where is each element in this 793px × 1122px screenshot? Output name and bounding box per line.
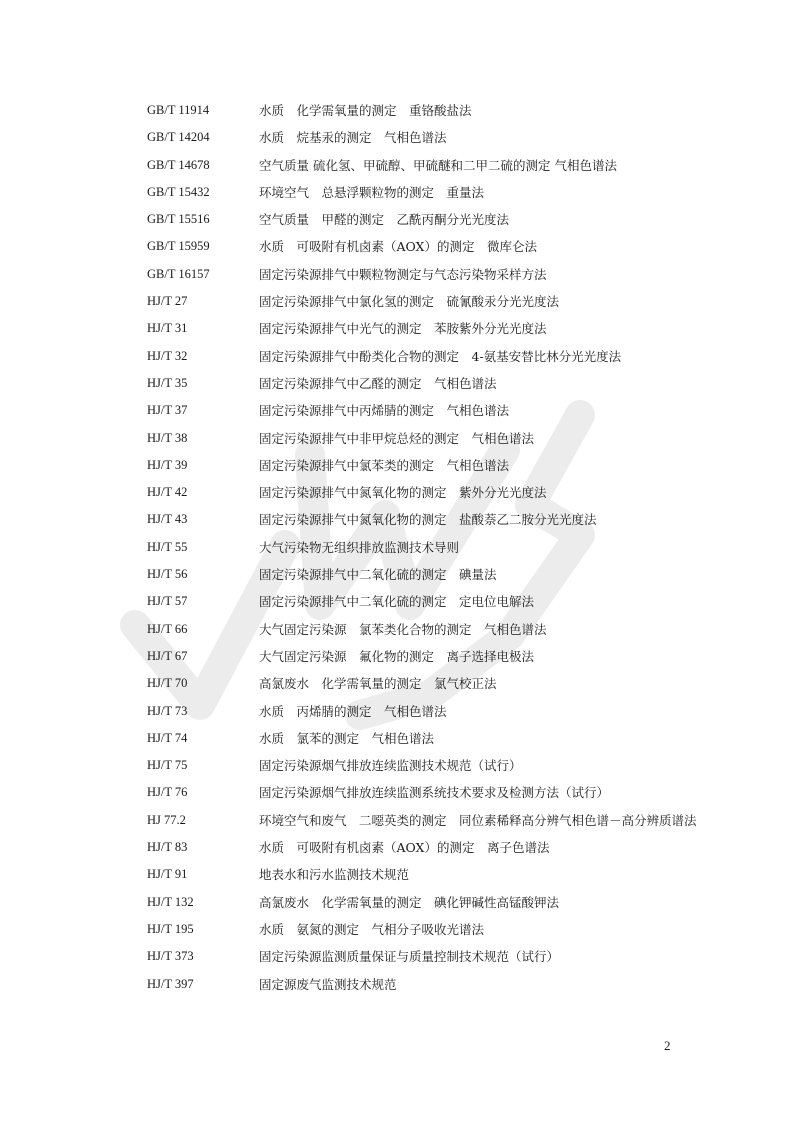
- standard-entry: [147, 343, 707, 370]
- standard-title: 水质 氨氮的测定 气相分子吸收光谱法: [259, 921, 485, 937]
- standard-code: HJ/T 38: [147, 430, 188, 445]
- standard-code: GB/T 16157: [147, 266, 210, 281]
- standard-title: 固定污染源排气中丙烯腈的测定 气相色谱法: [259, 403, 510, 419]
- standard-entry: [147, 561, 707, 588]
- referenced-standards-list: [147, 97, 707, 998]
- standard-code: HJ/T 66: [147, 621, 188, 636]
- standard-title: 环境空气和废气 二噁英类的测定 同位素稀释高分辨气相色谱－高分辨质谱法: [259, 812, 697, 828]
- standard-title: 大气固定污染源 氟化物的测定 离子选择电极法: [259, 648, 535, 664]
- standard-title: 固定污染源排气中酚类化合物的测定 4-氨基安替比林分光光度法: [259, 348, 622, 364]
- standard-entry: [147, 97, 707, 124]
- standard-entry: [147, 916, 707, 943]
- standard-code: HJ/T 73: [147, 703, 188, 718]
- standard-code: HJ/T 75: [147, 758, 188, 773]
- standard-code: HJ/T 32: [147, 348, 188, 363]
- standard-entry: [147, 425, 707, 452]
- standard-code: HJ/T 195: [147, 921, 194, 936]
- standard-title: 大气固定污染源 氯苯类化合物的测定 气相色谱法: [259, 621, 547, 637]
- standard-title: 水质 可吸附有机卤素（AOX）的测定 微库仑法: [259, 239, 537, 255]
- standard-title: 水质 烷基汞的测定 气相色谱法: [259, 130, 447, 146]
- standard-entry: [147, 479, 707, 506]
- standard-code: GB/T 15432: [147, 184, 210, 199]
- standard-title: 水质 化学需氧量的测定 重铬酸盐法: [259, 103, 472, 118]
- standard-entry: [147, 534, 707, 561]
- standard-code: GB/T 14678: [147, 157, 210, 172]
- standard-entry: [147, 179, 707, 206]
- standard-title: 固定污染源烟气排放连续监测系统技术要求及检测方法（试行）: [259, 785, 610, 801]
- standard-entry: [147, 506, 707, 533]
- standard-code: HJ/T 43: [147, 512, 188, 527]
- page-number: 2: [664, 1038, 671, 1053]
- standard-entry: [147, 152, 707, 179]
- standard-code: GB/T 14204: [147, 130, 210, 145]
- standard-code: HJ/T 373: [147, 949, 194, 964]
- standard-code: HJ/T 132: [147, 894, 194, 909]
- standard-entry: [147, 397, 707, 424]
- standard-entry: [147, 889, 707, 916]
- standard-title: 固定污染源排气中二氧化硫的测定 定电位电解法: [259, 594, 535, 610]
- standard-entry: [147, 698, 707, 725]
- standard-title: 固定污染源烟气排放连续监测技术规范（试行）: [259, 758, 522, 774]
- standard-title: 固定污染源排气中颗粒物测定与气态污染物采样方法: [259, 266, 547, 282]
- standard-entry: [147, 943, 707, 970]
- standard-code: HJ/T 42: [147, 485, 188, 500]
- standard-code: HJ/T 27: [147, 294, 188, 309]
- standard-entry: [147, 124, 707, 151]
- standard-code: HJ/T 56: [147, 567, 188, 582]
- standard-title: 地表水和污水监测技术规范: [259, 867, 410, 883]
- standard-code: GB/T 11914: [147, 103, 210, 117]
- standard-entry: [147, 288, 707, 315]
- standard-entry: [147, 233, 707, 260]
- standard-entry: [147, 261, 707, 288]
- standard-title: 水质 氯苯的测定 气相色谱法: [259, 730, 435, 746]
- standard-code: HJ/T 91: [147, 867, 188, 882]
- standard-entry: [147, 834, 707, 861]
- standard-entry: [147, 588, 707, 615]
- standard-entry: [147, 861, 707, 888]
- standard-entry: [147, 206, 707, 233]
- standard-title: 空气质量 硫化氢、甲硫醇、甲硫醚和二甲二硫的测定 气相色谱法: [259, 157, 617, 173]
- standard-code: HJ/T 31: [147, 321, 188, 336]
- standard-code: HJ/T 37: [147, 403, 188, 418]
- standard-entry: [147, 807, 707, 834]
- standard-title: 固定污染源排气中非甲烷总烃的测定 气相色谱法: [259, 430, 535, 446]
- standard-title: 固定污染源排气中氯苯类的测定 气相色谱法: [259, 457, 510, 473]
- standard-code: HJ/T 57: [147, 594, 188, 609]
- standard-title: 高氯废水 化学需氧量的测定 氯气校正法: [259, 676, 497, 692]
- standard-title: 固定污染源排气中二氧化硫的测定 碘量法: [259, 567, 497, 583]
- standard-title: 大气污染物无组织排放监测技术导则: [259, 539, 460, 555]
- standard-title: 水质 可吸附有机卤素（AOX）的测定 离子色谱法: [259, 840, 550, 856]
- standard-code: HJ/T 70: [147, 676, 188, 691]
- standard-code: HJ/T 55: [147, 539, 188, 554]
- standard-title: 固定污染源排气中氮氧化物的测定 紫外分光光度法: [259, 485, 547, 501]
- standard-title: 固定污染源排气中氮氧化物的测定 盐酸萘乙二胺分光光度法: [259, 512, 597, 528]
- standard-entry: [147, 752, 707, 779]
- standard-code: GB/T 15516: [147, 212, 210, 227]
- standard-entry: [147, 616, 707, 643]
- standard-title: 环境空气 总悬浮颗粒物的测定 重量法: [259, 184, 485, 200]
- standard-code: HJ/T 67: [147, 648, 188, 663]
- standard-code: HJ 77.2: [147, 812, 186, 827]
- standard-title: 固定污染源监测质量保证与质量控制技术规范（试行）: [259, 949, 560, 965]
- standard-title: 固定污染源排气中氯化氢的测定 硫氰酸汞分光光度法: [259, 294, 560, 310]
- standard-title: 固定源废气监测技术规范: [259, 976, 397, 992]
- standard-entry: [147, 725, 707, 752]
- standard-entry: [147, 370, 707, 397]
- standard-title: 空气质量 甲醛的测定 乙酰丙酮分光光度法: [259, 212, 510, 228]
- standard-entry: [147, 315, 707, 342]
- standard-title: 高氯废水 化学需氧量的测定 碘化钾碱性高锰酸钾法: [259, 894, 560, 910]
- standard-code: HJ/T 76: [147, 785, 188, 800]
- standard-code: HJ/T 35: [147, 375, 188, 390]
- standard-title: 固定污染源排气中乙醛的测定 气相色谱法: [259, 375, 497, 391]
- standard-title: 固定污染源排气中光气的测定 苯胺紫外分光光度法: [259, 321, 547, 337]
- standard-entry: [147, 643, 707, 670]
- standard-code: GB/T 15959: [147, 239, 210, 254]
- standard-code: HJ/T 74: [147, 730, 188, 745]
- standard-entry: [147, 452, 707, 479]
- standard-entry: [147, 779, 707, 806]
- standard-entry: [147, 670, 707, 697]
- standard-code: HJ/T 39: [147, 457, 188, 472]
- standard-title: 水质 丙烯腈的测定 气相色谱法: [259, 703, 447, 719]
- standard-code: HJ/T 83: [147, 840, 188, 855]
- standard-code: HJ/T 397: [147, 976, 194, 991]
- standard-entry: [147, 971, 707, 998]
